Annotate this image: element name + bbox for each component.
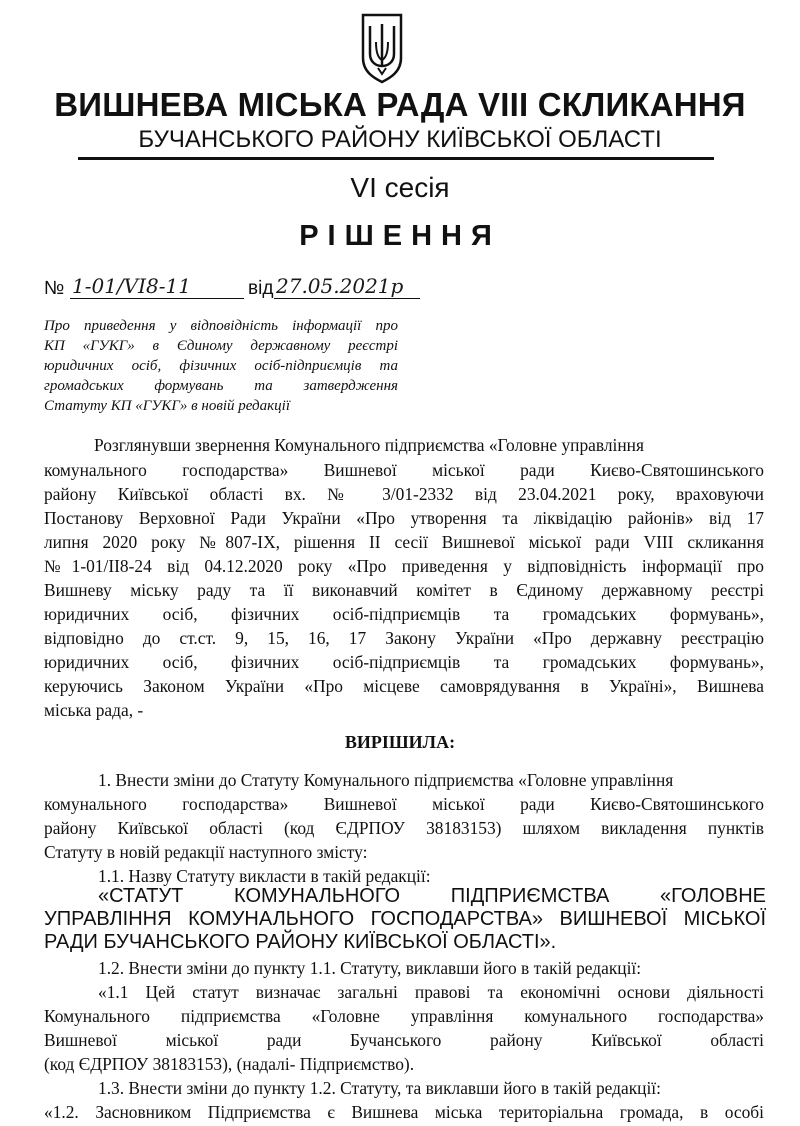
decision-heading: РІШЕННЯ xyxy=(299,220,501,252)
session-label: VI сесія xyxy=(350,172,450,203)
preamble-line: юридичних осіб, фізичних осіб-підприємців та громадських формувань», xyxy=(44,604,764,624)
item-line: РАДИ БУЧАНСЬКОГО РАЙОНУ КИЇВСЬКОЇ ОБЛАСТІ». xyxy=(44,931,557,953)
item-line: Статуту в новій редакції наступного змісту: xyxy=(44,842,368,862)
subject-line: КП «ГУКГ» в Єдиному державному реєстрі xyxy=(44,338,398,354)
item-line: «1.2. Засновником Підприємства є Вишнева міська територіальна громада, в особі xyxy=(44,1102,764,1122)
preamble-line: Постанову Верховної Ради України «Про утворення та ліквідацію районів» від 17 xyxy=(44,508,764,528)
item-line: 1. Внести зміни до Статуту Комунального підприємства «Головне управління xyxy=(98,770,674,790)
item-line: району Київської області (код ЄДРПОУ 38183153) шляхом викладення пунктів xyxy=(44,818,764,838)
decision-number-field xyxy=(70,270,244,299)
preamble-line: Вишневу міську раду та її виконавчий комітет в Єдиному державному реєстрі xyxy=(44,580,764,600)
preamble-line: керуючись Законом України «Про місцеве самоврядування в Україні», Вишнева xyxy=(44,676,764,696)
item-line: Вишневої міської ради Бучанського району Київської області xyxy=(44,1030,764,1050)
item-line: «СТАТУТ КОМУНАЛЬНОГО ПІДПРИЄМСТВА «ГОЛОВНЕ xyxy=(98,885,766,907)
preamble-line: міська рада, - xyxy=(44,700,144,720)
item-line: 1.3. Внести зміни до пункту 1.2. Статуту, та виклавши його в такій редакції: xyxy=(98,1078,661,1098)
preamble-line: №1-01/II8-24 від 04.12.2020 року «Про приведення у відповідність інформації про xyxy=(44,556,764,576)
decision-date-label: від xyxy=(248,278,274,299)
decision-date-field xyxy=(274,270,420,299)
subject-line: Статуту КП «ГУКГ» в новій редакції xyxy=(44,398,290,414)
preamble-line: юридичних осіб, фізичних осіб-підприємців та громадських формувань», xyxy=(44,652,764,672)
item-line: комунального господарства» Вишневої міської ради Києво-Святошинського xyxy=(44,794,764,814)
item-line: УПРАВЛІННЯ КОМУНАЛЬНОГО ГОСПОДАРСТВА» ВИШНЕВОЇ МІСЬКОЇ xyxy=(44,908,766,930)
preamble-line: липня 2020 року №807-IX, рішення II сесії Вишневої міської ради VIII скликання xyxy=(44,532,764,552)
council-title: ВИШНЕВА МІСЬКА РАДА VIII СКЛИКАННЯ xyxy=(54,86,746,123)
item-line: (код ЄДРПОУ 38183153), (надалі- Підприємство). xyxy=(44,1054,415,1074)
subject-line: юридичних осіб, фізичних осіб-підприємців та xyxy=(44,358,398,374)
item-line: 1.1. Назву Статуту викласти в такій редакції: xyxy=(98,866,431,886)
decision-number-value: 1-01/VI8-11 xyxy=(72,274,191,298)
resolved-heading: ВИРІШИЛА: xyxy=(344,732,456,752)
decision-date-value: 27.05.2021р xyxy=(276,274,404,298)
council-subtitle: БУЧАНСЬКОГО РАЙОНУ КИЇВСЬКОЇ ОБЛАСТІ xyxy=(138,126,662,153)
preamble-line: Розглянувши звернення Комунального підприємства «Головне управління xyxy=(94,435,644,455)
subject-line: Про приведення у відповідність інформації про xyxy=(44,318,398,334)
trident-emblem-icon xyxy=(360,12,404,84)
item-line: 1.2. Внести зміни до пункту 1.1. Статуту, виклавши його в такій редакції: xyxy=(98,958,642,978)
item-line: «1.1 Цей статут визначає загальні правові та економічні основи діяльності xyxy=(98,982,764,1002)
decision-number-label: № xyxy=(44,278,65,299)
subject-line: громадських формувань та затвердження xyxy=(44,378,398,394)
preamble-line: відповідно до ст.ст. 9, 15, 16, 17 Закону України «Про державну реєстрацію xyxy=(44,628,764,648)
preamble-line: комунального господарства» Вишневої міської ради Києво-Святошинського xyxy=(44,460,764,480)
item-line: Комунального підприємства «Головне управління комунального господарства» xyxy=(44,1006,764,1026)
preamble-line: району Київської області вх. № 3/01-2332 від 23.04.2021 року, враховуючи xyxy=(44,484,764,504)
header-divider xyxy=(78,157,714,160)
